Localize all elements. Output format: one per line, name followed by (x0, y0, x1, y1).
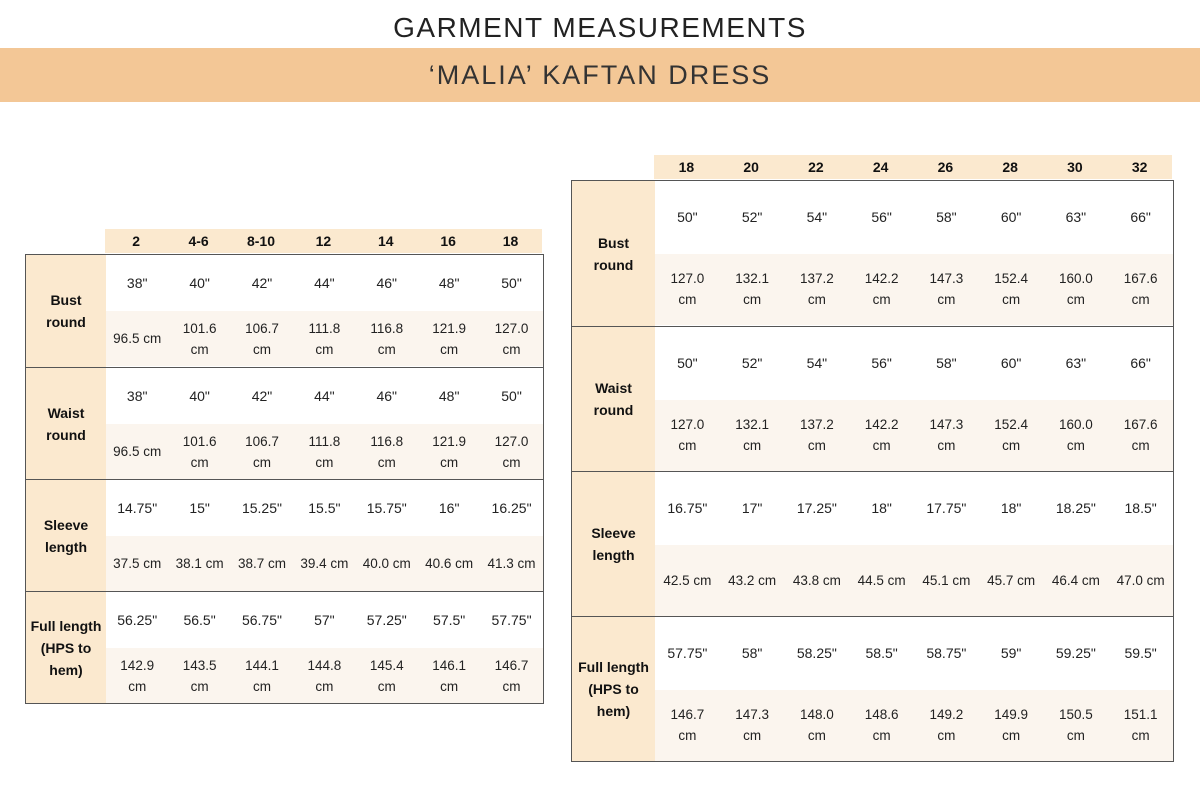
cm-subrow (655, 400, 1173, 472)
inches-cell: 15" (189, 499, 210, 516)
inches-cell: 50" (501, 274, 522, 291)
inches-subrow (106, 480, 543, 536)
cm-cell: 41.3 cm (487, 556, 536, 571)
inches-cell: 42" (251, 387, 273, 404)
cm-cell: 43.2 cm (728, 572, 777, 588)
cm-cell: 151.1 cm (1123, 707, 1158, 744)
product-title: ‘MALIA’ KAFTAN DRESS (428, 59, 772, 90)
inches-cell: 16.25" (491, 499, 532, 516)
inches-subrow (106, 592, 543, 648)
inches-cell: 56.25" (117, 611, 158, 628)
size-header-cell: 18 (678, 159, 695, 175)
cm-cell: 121.9 cm (432, 433, 467, 470)
inches-cell: 60" (1000, 208, 1022, 225)
inches-cell: 59.5" (1124, 644, 1157, 661)
inches-cell: 56.5" (183, 611, 216, 628)
size-header-cell: 4-6 (188, 233, 209, 249)
measurement-label: Bust round (26, 255, 106, 367)
inches-cell: 48" (438, 274, 460, 291)
inches-cell: 16" (438, 499, 460, 516)
cm-cell: 152.4 cm (994, 271, 1029, 308)
cm-subrow (655, 690, 1173, 762)
measurement-grid (571, 180, 1174, 762)
inches-cell: 18" (871, 499, 892, 516)
cm-cell: 37.5 cm (113, 556, 162, 571)
inches-cell: 18.25" (1055, 499, 1096, 516)
cm-cell: 143.5 cm (182, 657, 217, 694)
cm-cell: 137.2 cm (799, 271, 834, 308)
inches-cell: 57.25" (366, 611, 407, 628)
measurement-label: Sleeve length (26, 480, 106, 591)
cm-cell: 148.6 cm (864, 707, 899, 744)
inches-cell: 50" (677, 208, 698, 225)
cm-cell: 142.2 cm (864, 417, 899, 454)
measurement-label: Full length (HPS to hem) (572, 617, 655, 761)
inches-cell: 54" (806, 208, 828, 225)
measurement-grid (25, 254, 544, 704)
inches-cell: 18.5" (1124, 499, 1157, 516)
inches-subrow (655, 181, 1173, 254)
size-header-cell: 2 (132, 233, 141, 249)
measurement-label: Sleeve length (572, 472, 655, 616)
inches-cell: 58" (936, 208, 957, 225)
cm-cell: 45.7 cm (987, 572, 1036, 588)
inches-cell: 46" (376, 387, 398, 404)
size-header-cell: 12 (315, 233, 332, 249)
size-header-cell: 32 (1131, 159, 1148, 175)
inches-cell: 54" (806, 354, 828, 371)
cm-cell: 142.9 cm (120, 657, 155, 694)
cm-cell: 144.1 cm (245, 657, 279, 694)
cm-cell: 38.7 cm (237, 556, 286, 571)
inches-cell: 38" (126, 274, 148, 291)
measurement-row (572, 471, 1173, 616)
cm-cell: 111.8 cm (308, 320, 341, 357)
inches-cell: 14.75" (117, 499, 158, 516)
measurement-row (26, 591, 543, 703)
measurement-label: Bust round (572, 181, 655, 326)
inches-cell: 42" (251, 274, 273, 291)
size-header-cell: 20 (743, 159, 759, 175)
inches-cell: 15.75" (366, 499, 407, 516)
inches-cell: 40" (189, 387, 210, 404)
cm-subrow (106, 424, 543, 479)
cm-cell: 101.6 cm (182, 320, 217, 357)
inches-cell: 58.75" (926, 644, 967, 661)
measurement-row (572, 326, 1173, 471)
cm-cell: 44.5 cm (857, 572, 906, 588)
cm-cell: 111.8 cm (308, 433, 341, 470)
inches-cell: 60" (1000, 354, 1022, 371)
cm-cell: 38.1 cm (175, 556, 224, 571)
inches-subrow (655, 617, 1173, 690)
measurement-label: Waist round (26, 368, 106, 479)
inches-cell: 57.5" (433, 611, 466, 628)
cm-cell: 96.5 cm (113, 331, 162, 346)
measurement-row (572, 616, 1173, 761)
inches-cell: 50" (677, 354, 698, 371)
cm-cell: 137.2 cm (799, 417, 834, 454)
cm-cell: 147.3 cm (929, 417, 964, 454)
cm-cell: 167.6 cm (1123, 417, 1158, 454)
inches-cell: 58" (741, 644, 763, 661)
cm-cell: 149.2 cm (929, 707, 964, 744)
cm-cell: 106.7 cm (245, 433, 279, 470)
inches-cell: 17.25" (796, 499, 837, 516)
cm-cell: 152.4 cm (994, 417, 1029, 454)
inches-subrow (106, 255, 543, 311)
measurement-row (572, 181, 1173, 326)
cm-cell: 145.4 cm (369, 657, 404, 694)
cm-cell: 40.6 cm (425, 556, 474, 571)
inches-cell: 56.75" (241, 611, 282, 628)
inches-cell: 46" (376, 274, 398, 291)
inches-cell: 58.5" (865, 644, 898, 661)
cm-subrow (106, 536, 543, 591)
cm-cell: 46.4 cm (1051, 572, 1100, 588)
cm-cell: 121.9 cm (432, 320, 467, 357)
inches-cell: 63" (1065, 354, 1087, 371)
inches-cell: 57.75" (667, 644, 708, 661)
cm-cell: 47.0 cm (1116, 572, 1165, 588)
inches-cell: 58" (936, 354, 957, 371)
inches-cell: 66" (1130, 354, 1151, 371)
inches-cell: 17.75" (926, 499, 967, 516)
inches-cell: 15.5" (308, 499, 341, 516)
size-header-row (105, 229, 542, 253)
inches-cell: 57.75" (491, 611, 532, 628)
measurement-row (26, 255, 543, 367)
inches-cell: 17" (741, 499, 763, 516)
inches-cell: 59.25" (1055, 644, 1096, 661)
cm-subrow (655, 545, 1173, 617)
cm-subrow (106, 311, 543, 366)
measurement-label: Full length (HPS to hem) (26, 592, 106, 703)
cm-cell: 116.8 cm (370, 433, 404, 470)
cm-cell: 160.0 cm (1058, 417, 1093, 454)
inches-cell: 40" (189, 274, 210, 291)
inches-cell: 48" (438, 387, 460, 404)
product-banner (0, 48, 1200, 102)
size-header-cell: 16 (440, 233, 456, 249)
size-header-cell: 28 (1002, 159, 1018, 175)
cm-cell: 167.6 cm (1123, 271, 1158, 308)
cm-cell: 132.1 cm (735, 417, 770, 454)
size-header-cell: 26 (937, 159, 954, 175)
cm-cell: 160.0 cm (1058, 271, 1093, 308)
measurement-row (26, 367, 543, 479)
size-header-cell: 24 (872, 159, 889, 175)
cm-cell: 148.0 cm (799, 707, 834, 744)
inches-cell: 38" (126, 387, 148, 404)
cm-cell: 127.0 cm (670, 271, 705, 308)
inches-cell: 44" (314, 387, 335, 404)
inches-cell: 16.75" (667, 499, 708, 516)
cm-cell: 142.2 cm (864, 271, 899, 308)
size-header-row (654, 155, 1172, 179)
cm-cell: 106.7 cm (245, 320, 279, 357)
inches-cell: 58.25" (796, 644, 837, 661)
cm-subrow (655, 254, 1173, 326)
cm-cell: 101.6 cm (182, 433, 217, 470)
inches-cell: 50" (501, 387, 522, 404)
inches-subrow (106, 368, 543, 424)
cm-cell: 144.8 cm (307, 657, 342, 694)
cm-cell: 96.5 cm (113, 444, 162, 459)
inches-cell: 44" (314, 274, 335, 291)
cm-cell: 45.1 cm (922, 572, 971, 588)
inches-cell: 15.25" (241, 499, 282, 516)
cm-cell: 116.8 cm (370, 320, 404, 357)
inches-cell: 66" (1130, 208, 1151, 225)
measurement-row (26, 479, 543, 591)
inches-cell: 59" (1000, 644, 1022, 661)
page-title: GARMENT MEASUREMENTS (393, 12, 807, 43)
cm-cell: 42.5 cm (663, 572, 712, 588)
cm-cell: 150.5 cm (1058, 707, 1093, 744)
inches-subrow (655, 327, 1173, 400)
size-header-cell: 22 (808, 159, 824, 175)
inches-cell: 63" (1065, 208, 1087, 225)
cm-cell: 147.3 cm (929, 271, 964, 308)
inches-cell: 18" (1000, 499, 1022, 516)
cm-cell: 146.7 cm (494, 657, 529, 694)
cm-cell: 127.0 cm (494, 320, 529, 357)
inches-cell: 56" (871, 354, 892, 371)
cm-cell: 40.0 cm (362, 556, 411, 571)
inches-cell: 56" (871, 208, 892, 225)
size-header-cell: 18 (502, 233, 519, 249)
size-header-cell: 14 (377, 233, 394, 249)
cm-subrow (106, 648, 543, 703)
cm-cell: 127.0 cm (494, 433, 529, 470)
cm-cell: 149.9 cm (994, 707, 1029, 744)
size-header-cell: 30 (1067, 159, 1083, 175)
cm-cell: 39.4 cm (300, 556, 349, 571)
cm-cell: 43.8 cm (792, 572, 841, 588)
cm-cell: 147.3 cm (735, 707, 770, 744)
size-header-cell: 8-10 (246, 233, 275, 249)
inches-cell: 52" (741, 208, 763, 225)
cm-cell: 127.0 cm (670, 417, 705, 454)
inches-cell: 52" (741, 354, 763, 371)
cm-cell: 132.1 cm (735, 271, 770, 308)
inches-subrow (655, 472, 1173, 545)
measurement-label: Waist round (572, 327, 655, 471)
cm-cell: 146.7 cm (670, 707, 705, 744)
inches-cell: 57" (314, 611, 335, 628)
cm-cell: 146.1 cm (432, 657, 467, 694)
